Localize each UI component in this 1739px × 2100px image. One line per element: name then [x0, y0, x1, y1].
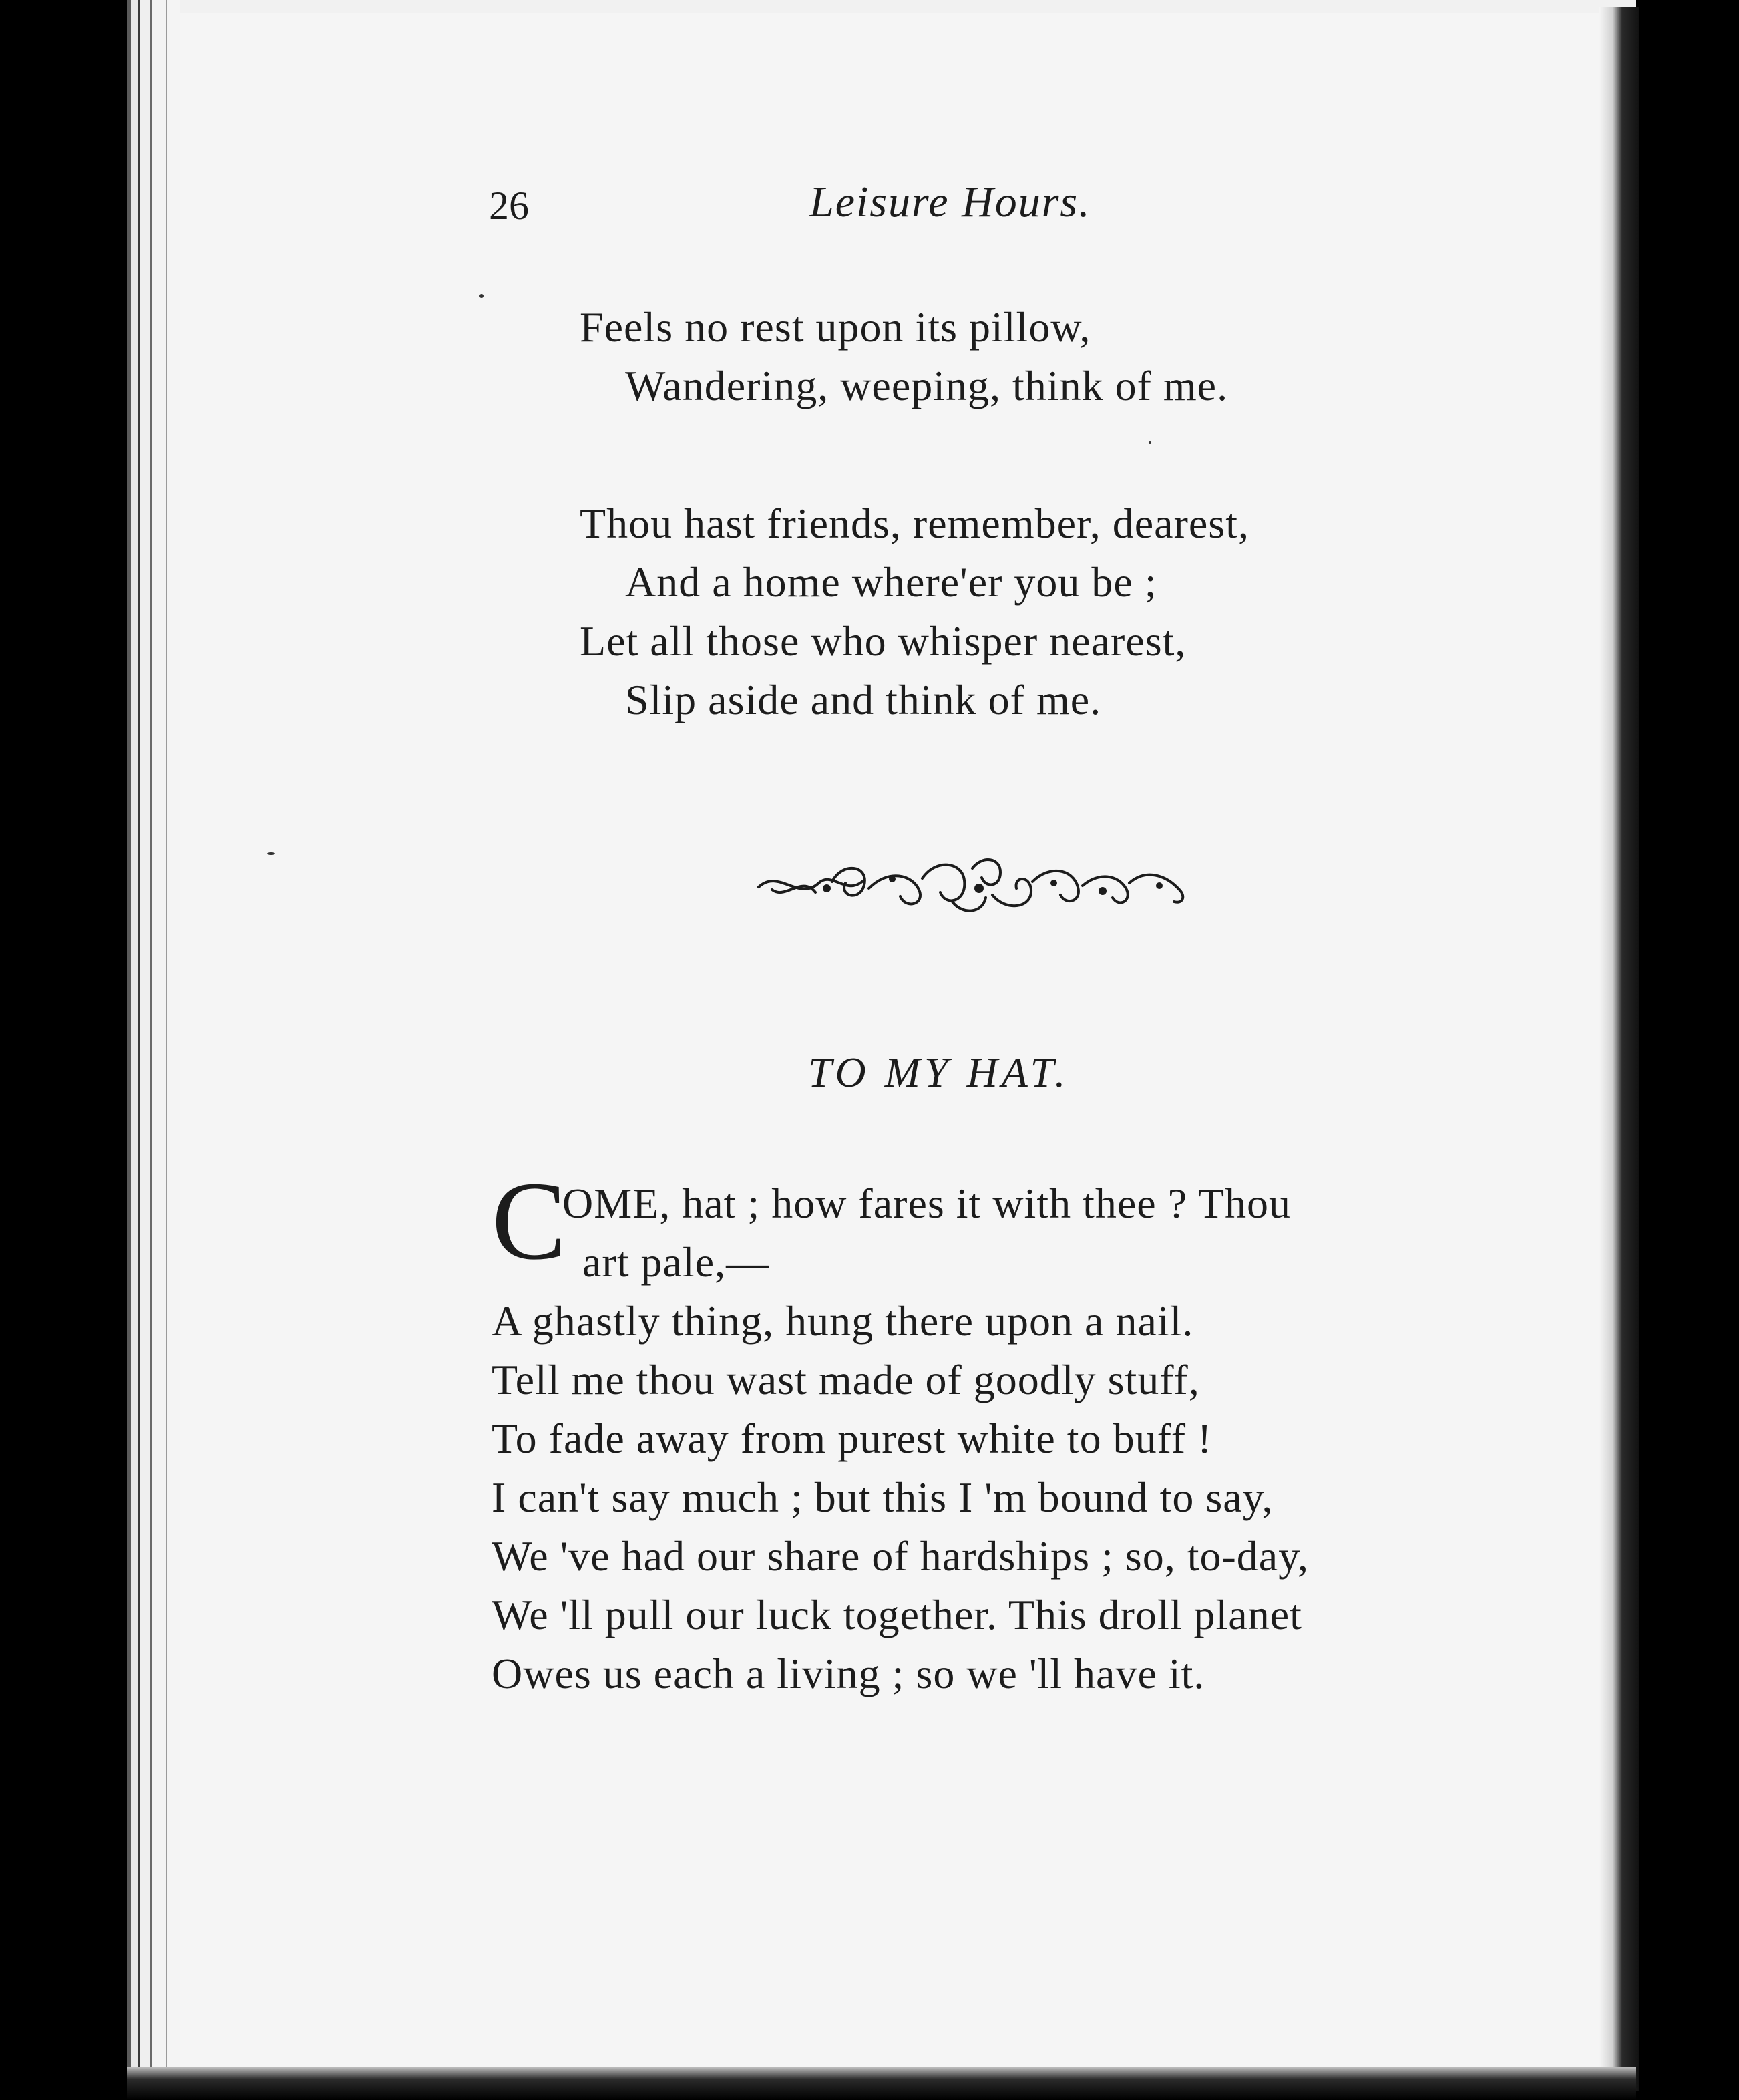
verse-line: We 've had our share of hardships ; so, to-day,: [492, 1532, 1310, 1580]
poem-title: TO MY HAT.: [808, 1049, 1070, 1096]
verse-line: Wandering, weeping, think of me.: [625, 362, 1229, 409]
verse-line: Feels no rest upon its pillow,: [580, 303, 1091, 351]
verse-line: Slip aside and think of me.: [625, 676, 1102, 723]
verse-line: I can't say much ; but this I 'm bound to say,: [492, 1473, 1274, 1521]
running-title: Leisure Hours.: [809, 178, 1091, 226]
verse-line: Tell me thou wast made of goodly stuff,: [492, 1356, 1200, 1403]
page-edges: [127, 0, 180, 2084]
verse-line: Owes us each a living ; so we 'll have it.: [492, 1650, 1205, 1697]
verse-line: OME, hat ; how fares it with thee ? Thou: [562, 1180, 1292, 1227]
verse-line: To fade away from purest white to buff !: [492, 1415, 1213, 1462]
verse-line: We 'll pull our luck together. This droll planet: [492, 1591, 1302, 1638]
right-binding-shadow: [1599, 7, 1639, 2091]
floral-scroll-ornament-icon: [752, 848, 1193, 922]
scan-speck: [479, 294, 484, 298]
page-number: 26: [489, 184, 529, 228]
bottom-shadow: [127, 2067, 1636, 2100]
verse-line: A ghastly thing, hung there upon a nail.: [492, 1297, 1194, 1345]
scan-speck: [1149, 441, 1151, 444]
verse-line: Let all those who whisper nearest,: [580, 617, 1187, 665]
verse-line: And a home where'er you be ;: [625, 558, 1157, 606]
scan-speck: [267, 852, 275, 855]
verse-line: Thou hast friends, remember, dearest,: [580, 500, 1249, 547]
drop-cap: C: [492, 1159, 567, 1283]
verse-line: art pale,—: [582, 1238, 770, 1286]
